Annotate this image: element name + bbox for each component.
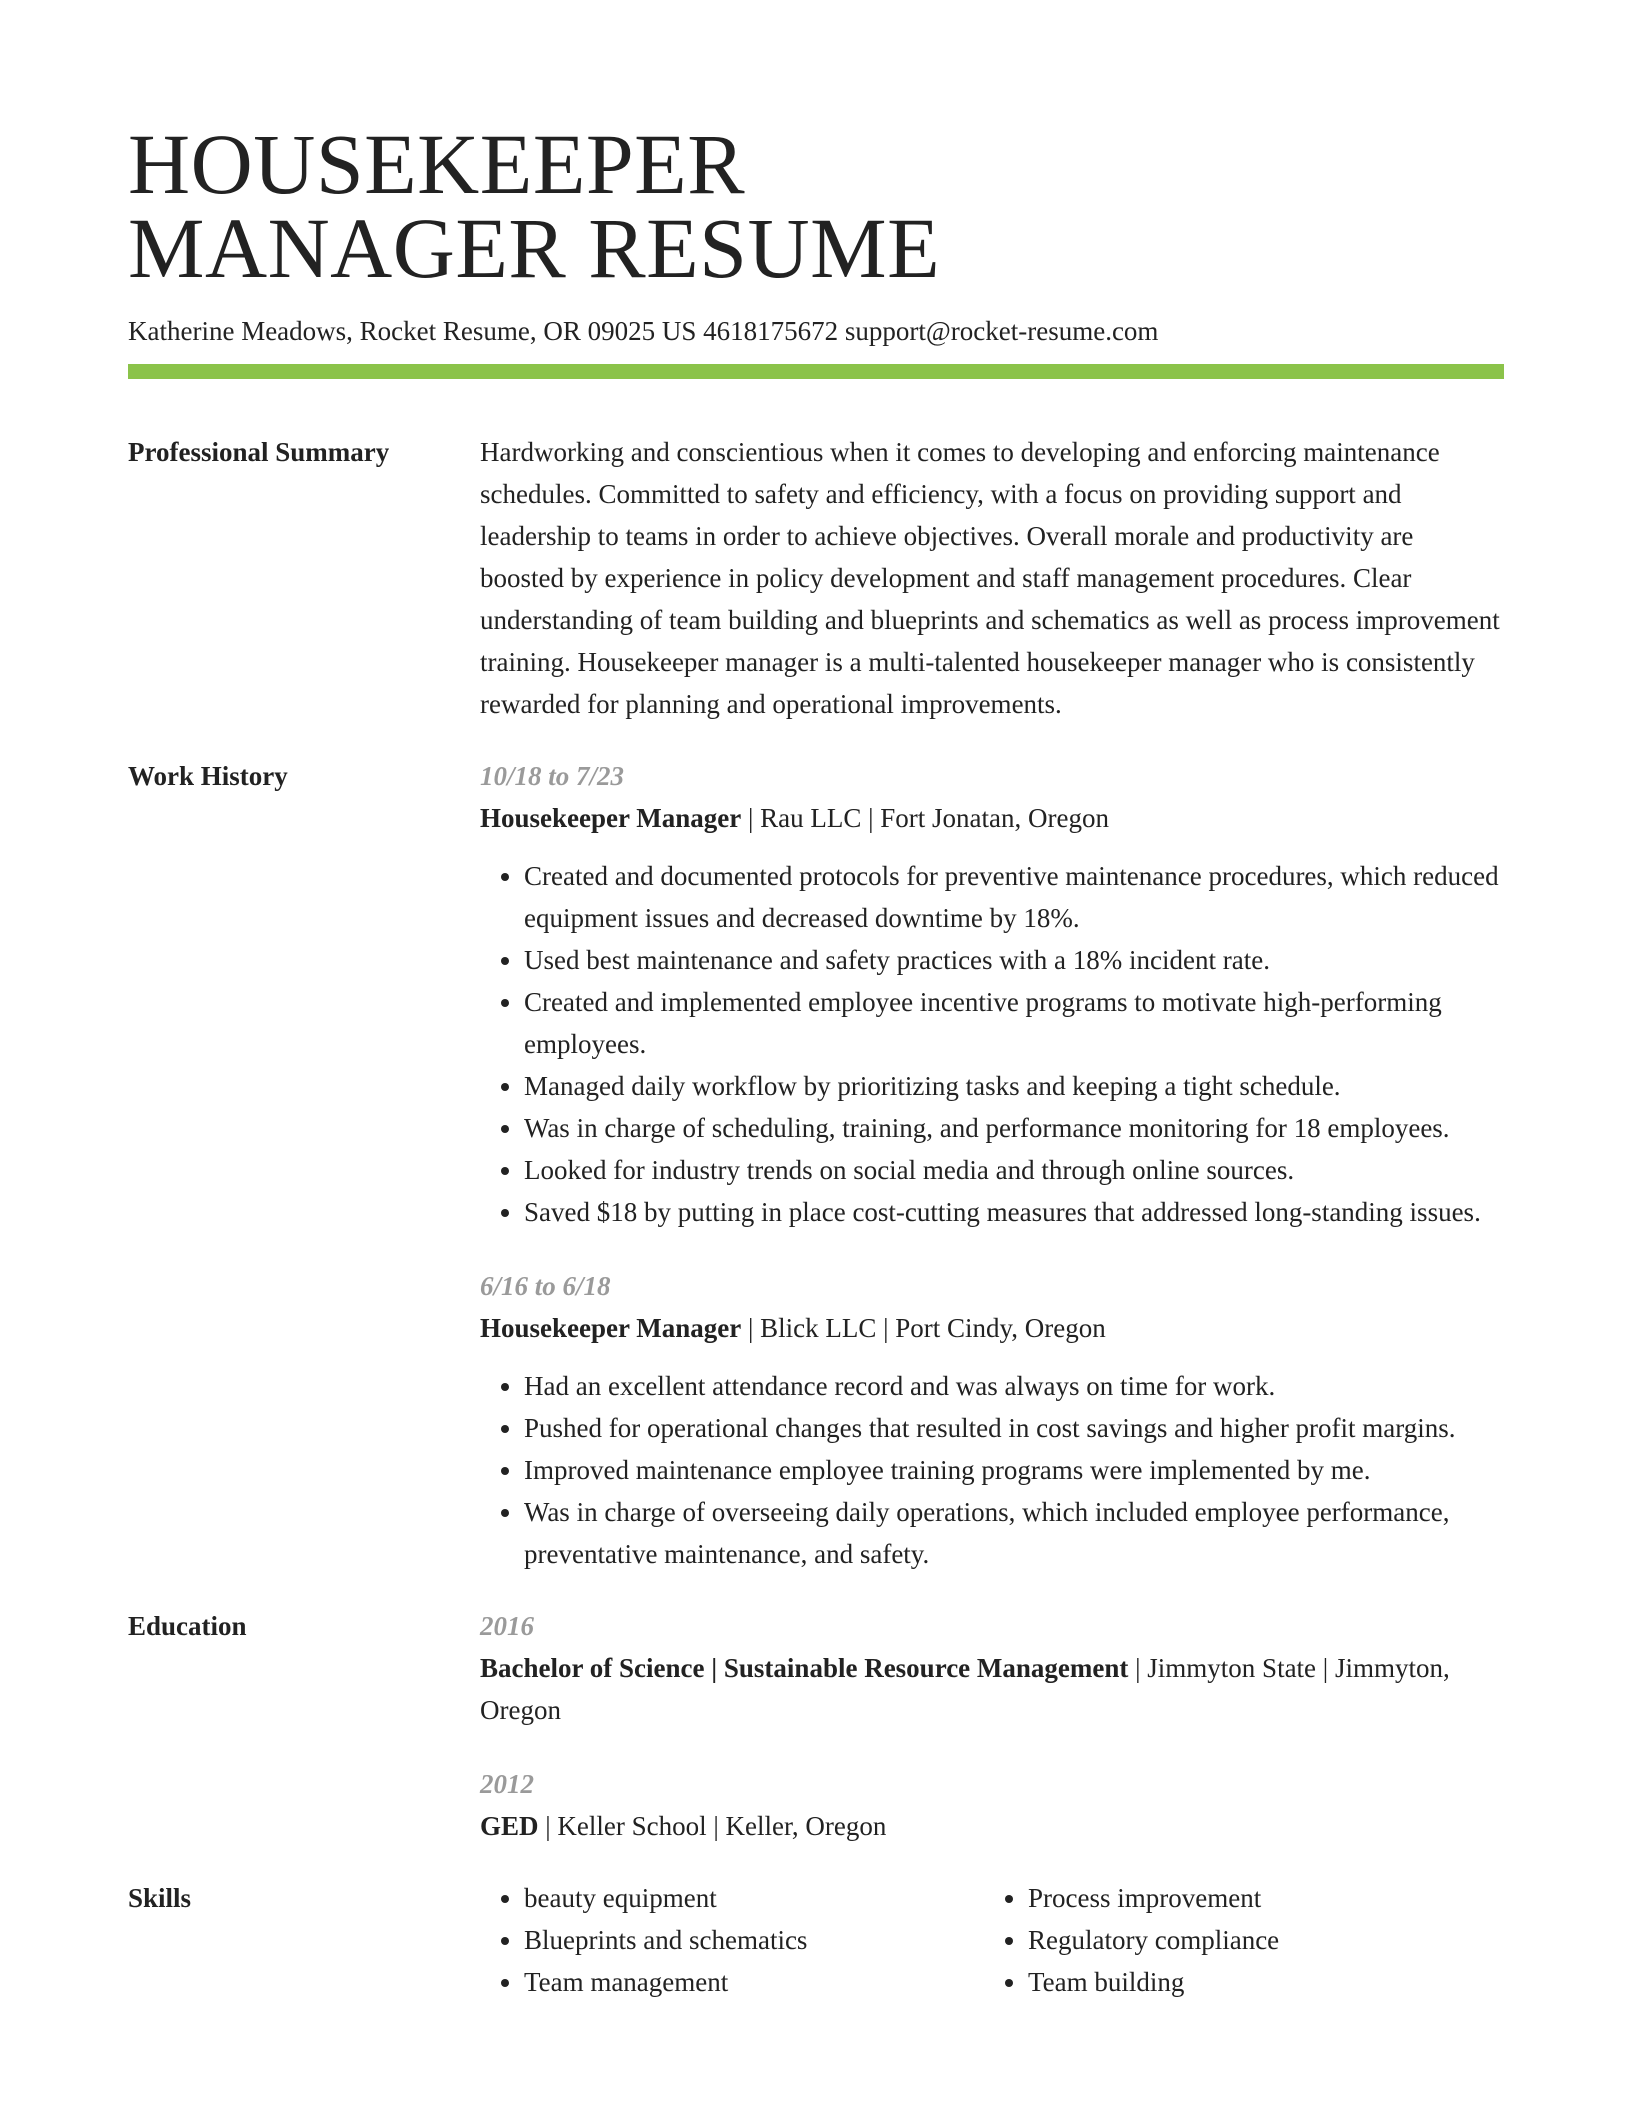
education-heading: Education	[128, 1611, 247, 1641]
job-bullet: • Improved maintenance employee training programs were implemented by me.	[524, 1449, 1504, 1491]
education-heading-line	[480, 1647, 1504, 1731]
job-bullet: • Managed daily workflow by prioritizing tasks and keeping a tight schedule.	[524, 1065, 1504, 1107]
job-entry	[480, 755, 1504, 1233]
skill-item: • Team management	[524, 1961, 984, 2003]
job-bullets	[480, 855, 1504, 1233]
job-bullet: • Looked for industry trends on social media and through online sources.	[524, 1149, 1504, 1191]
job-bullet: • Was in charge of overseeing daily operations, which included employee performance, preventative maintenance, and safety.	[524, 1491, 1504, 1575]
job-bullet: • Pushed for operational changes that resulted in cost savings and higher profit margins.	[524, 1407, 1504, 1449]
skills-body	[480, 1877, 1504, 2003]
job-heading	[480, 797, 1504, 839]
summary-section	[128, 431, 1504, 725]
job-bullets	[480, 1365, 1504, 1575]
education-year: 2016	[480, 1611, 534, 1641]
job-bullet: • Saved $18 by putting in place cost-cutting measures that addressed long-standing issues.	[524, 1191, 1504, 1233]
work-history-heading: Work History	[128, 761, 288, 791]
education-entry	[480, 1605, 1504, 1731]
job-title: Housekeeper Manager	[480, 1313, 742, 1343]
summary-heading: Professional Summary	[128, 437, 390, 467]
job-bullet: • Created and implemented employee incentive programs to motivate high-performing employees.	[524, 981, 1504, 1065]
education-entry	[480, 1763, 1504, 1847]
skill-item: • Team building	[1028, 1961, 1488, 2003]
job-dates: 6/16 to 6/18	[480, 1271, 611, 1301]
accent-divider	[128, 364, 1504, 379]
job-heading	[480, 1307, 1504, 1349]
summary-body	[480, 431, 1504, 725]
resume-title-line-2: MANAGER RESUME	[128, 200, 941, 296]
job-title: Housekeeper Manager	[480, 803, 742, 833]
education-degree: Bachelor of Science | Sustainable Resource Management	[480, 1653, 1129, 1683]
work-history-section	[128, 755, 1504, 1575]
education-degree: GED	[480, 1811, 539, 1841]
skill-item: • Regulatory compliance	[1028, 1919, 1488, 1961]
skill-item: • Process improvement	[1028, 1877, 1488, 1919]
job-details: | Rau LLC | Fort Jonatan, Oregon	[741, 803, 1109, 833]
education-details: | Jimmyton State | Jimmyton, Oregon	[480, 1653, 1450, 1725]
skill-item: • Blueprints and schematics	[524, 1919, 984, 1961]
summary-text: Hardworking and conscientious when it comes to developing and enforcing maintenance schedules. Committed to safety and efficiency, with a focus on providing support and leadership to teams in order to achieve objectives. Overall morale and productivity are boosted by experience in policy development and staff management procedures. Clear understanding of team building and blueprints and schematics as well as process improvement training. Housekeeper manager is a multi-talented housekeeper manager who is consistently rewarded for planning and operational improvements.	[480, 437, 1500, 719]
education-year: 2012	[480, 1769, 534, 1799]
job-bullet: • Was in charge of scheduling, training, and performance monitoring for 18 employees.	[524, 1107, 1504, 1149]
resume-title	[128, 0, 1504, 296]
skills-column-right	[984, 1877, 1488, 2003]
resume-page	[128, 0, 1504, 2003]
work-history-body	[480, 755, 1504, 1575]
job-bullet: • Used best maintenance and safety practices with a 18% incident rate.	[524, 939, 1504, 981]
education-details: | Keller School | Keller, Oregon	[538, 1811, 887, 1841]
resume-title-line-1: HOUSEKEEPER	[128, 116, 746, 212]
education-section	[128, 1605, 1504, 1847]
education-heading-line	[480, 1805, 1504, 1847]
skills-section	[128, 1877, 1504, 2003]
job-bullet: • Had an excellent attendance record and was always on time for work.	[524, 1365, 1504, 1407]
skills-heading: Skills	[128, 1883, 192, 1913]
contact-line: Katherine Meadows, Rocket Resume, OR 09025 US 4618175672 support@rocket-resume.com	[128, 316, 1159, 346]
job-dates: 10/18 to 7/23	[480, 761, 625, 791]
job-entry	[480, 1265, 1504, 1575]
skill-item: • beauty equipment	[524, 1877, 984, 1919]
job-details: | Blick LLC | Port Cindy, Oregon	[741, 1313, 1106, 1343]
skills-column-left	[480, 1877, 984, 2003]
education-body	[480, 1605, 1504, 1847]
job-bullet: • Created and documented protocols for preventive maintenance procedures, which reduced equipment issues and decreased downtime by 18%.	[524, 855, 1504, 939]
